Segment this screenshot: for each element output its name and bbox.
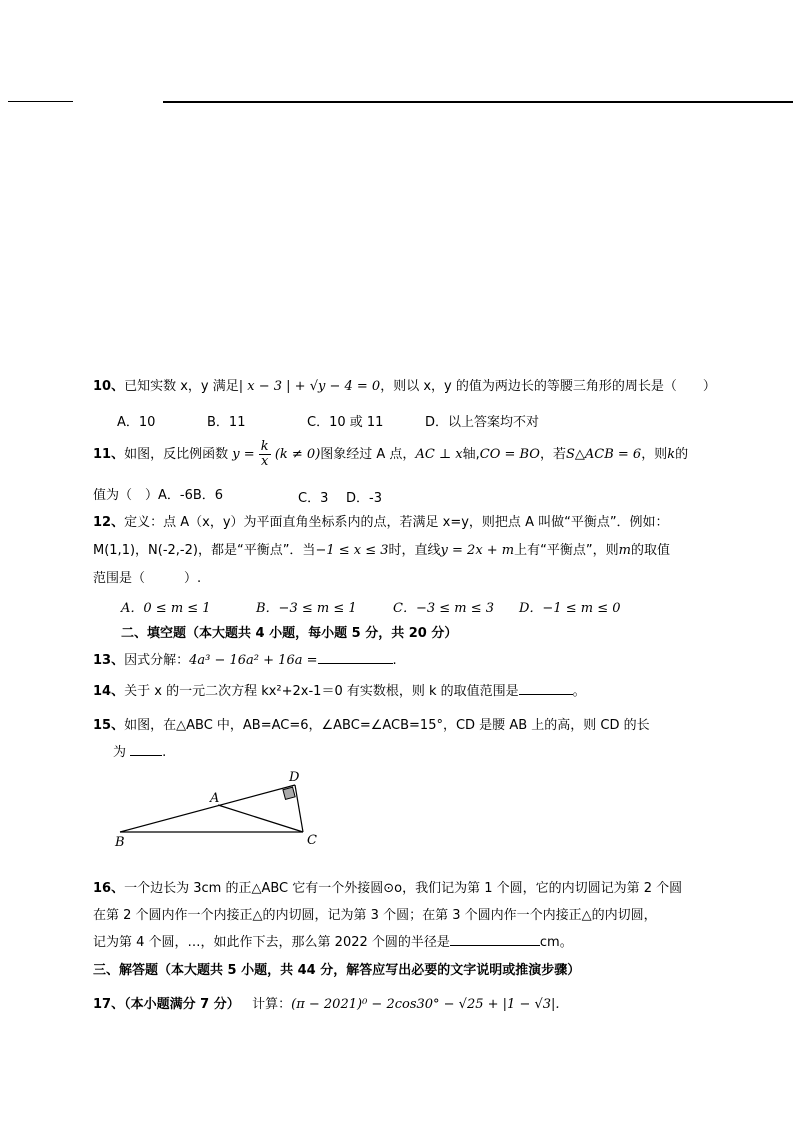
period: . [162, 745, 167, 760]
option-d: D．−1 ≤ m ≤ 0 [519, 601, 621, 616]
question-text: 的取值 [630, 543, 670, 558]
period: . [392, 653, 397, 668]
question-text: 关于 x 的一元二次方程 kx²+2x-1＝0 有实数根，则 k 的取值范围是 [124, 684, 519, 699]
question-text: 上有“平衡点”，则 [514, 543, 619, 558]
question-11-options [93, 487, 223, 505]
label-b: B [115, 835, 125, 850]
question-number: 11 [93, 447, 112, 462]
unit: cm。 [539, 935, 573, 950]
answer-blank[interactable] [450, 945, 540, 946]
score-note: （本小题满分 7 分） [124, 997, 240, 1012]
question-16-line3 [93, 934, 573, 952]
equation: | x − 3 | + √y − 4 = 0 [238, 379, 381, 394]
question-text: 如图，在△ABC 中，AB=AC=6，∠ABC=∠ACB=15°，CD 是腰 AB 上的高，则 CD 的长 [124, 718, 650, 733]
answer-blank[interactable] [130, 755, 162, 756]
option-a: A．0 ≤ m ≤ 1 [121, 601, 211, 616]
question-text: 轴, [462, 447, 480, 462]
option-b: B．−3 ≤ m ≤ 1 [256, 601, 357, 616]
option-b: B．11 [207, 415, 246, 430]
option-c: C．3 [298, 491, 329, 506]
right-angle-mark [283, 787, 295, 799]
question-text: 因式分解： [124, 653, 190, 668]
question-text: ，则以 x，y 的值为两边长的等腰三角形的周长是（ ） [380, 379, 716, 394]
option-c: C．−3 ≤ m ≤ 3 [393, 601, 495, 616]
area-expression: S△ACB = 6 [565, 447, 642, 462]
question-text: ，则 [641, 447, 668, 462]
section-heading-fill-in: 二、填空题（本大题共 4 小题，每小题 5 分，共 20 分） [121, 626, 458, 641]
equal-segments: CO = BO [479, 447, 540, 462]
number-separator: 、 [111, 881, 125, 896]
variable-k: k [667, 447, 676, 462]
segment-cd [295, 785, 303, 832]
section-heading-solve: 三、解答题（本大题共 5 小题，共 44 分，解答应写出必要的文字说明或推演步骤） [93, 963, 581, 978]
question-10 [93, 378, 716, 396]
question-number: 16 [93, 881, 112, 896]
fraction-k-over-x [259, 440, 271, 469]
polynomial: 4a³ − 16a² + 16a = [189, 653, 318, 668]
option-a: A．10 [117, 415, 156, 430]
number-separator: 、 [111, 997, 125, 1012]
question-16-line2: 在第 2 个圆内作一个内接正△的内切圆，记为第 3 个圆；在第 3 个圆内作一个内接正△的内切圆， [93, 908, 657, 923]
option-text: 值为（ ）A．-6B．6 [93, 488, 224, 503]
triangle-figure [110, 768, 330, 853]
number-separator: 、 [111, 718, 125, 733]
period: 。 [572, 684, 586, 699]
question-text: 记为第 4 个圆，…，如此作下去，那么第 2022 个圆的半径是 [93, 935, 450, 950]
question-number: 15 [93, 718, 112, 733]
question-15-line2 [113, 744, 166, 762]
question-13 [93, 652, 397, 670]
question-text: 计算： [252, 997, 292, 1012]
function-lhs: y = [232, 447, 255, 462]
option-d: D．-3 [346, 491, 382, 506]
answer-blank[interactable] [318, 663, 393, 664]
number-separator: 、 [111, 684, 125, 699]
label-c: C [307, 833, 317, 848]
fraction-numerator: k [260, 439, 269, 454]
line-equation: y = 2x + m [440, 543, 515, 558]
question-text: 定义：点 A（x，y）为平面直角坐标系内的点，若满足 x=y，则把点 A 叫做“平衡点”．例如： [124, 515, 669, 530]
number-separator: 、 [111, 447, 125, 462]
question-text: 为 [113, 745, 127, 760]
expression: (π − 2021)⁰ − 2cos30° − √25 + |1 − √3|. [291, 997, 560, 1012]
question-text: 如图，反比例函数 [124, 447, 229, 462]
number-separator: 、 [111, 515, 125, 530]
question-number: 13 [93, 653, 112, 668]
question-text: ，若 [539, 447, 566, 462]
question-16 [93, 880, 682, 898]
variable-m: m [618, 543, 631, 558]
segment-bd [120, 785, 295, 832]
question-text: 已知实数 x，y 满足 [124, 379, 239, 394]
fraction-denominator: x [261, 454, 269, 469]
label-d: D [289, 770, 300, 785]
answer-blank[interactable] [519, 694, 573, 695]
label-a: A [210, 791, 220, 806]
question-number: 12 [93, 515, 112, 530]
question-12-line3: 范围是（ ）. [93, 571, 202, 586]
question-number: 17 [93, 997, 112, 1012]
x-range: −1 ≤ x ≤ 3 [315, 543, 389, 558]
condition: (k ≠ 0) [274, 447, 321, 462]
perpendicular-relation: AC ⊥ x [415, 447, 463, 462]
segment-ac [218, 805, 303, 832]
question-17 [93, 996, 560, 1014]
question-text: 图象经过 A 点， [320, 447, 416, 462]
number-separator: 、 [111, 379, 125, 394]
question-number: 10 [93, 379, 112, 394]
question-14 [93, 683, 586, 701]
question-text: M(1,1)，N(-2,-2)，都是“平衡点”．当 [93, 543, 316, 558]
option-c: C．10 或 11 [307, 415, 384, 430]
question-12-line2 [93, 542, 670, 560]
question-text: 一个边长为 3cm 的正△ABC 它有一个外接圆⊙o，我们记为第 1 个圆，它的内切圆记为第 2 个圆 [124, 881, 683, 896]
question-number: 14 [93, 684, 112, 699]
question-12 [93, 514, 669, 532]
question-text: 时，直线 [388, 543, 441, 558]
option-d: D．以上答案均不对 [425, 415, 540, 430]
question-text: 的 [675, 447, 689, 462]
question-15 [93, 717, 650, 735]
header-rule-right [163, 101, 793, 103]
header-rule-left [8, 101, 73, 102]
number-separator: 、 [111, 653, 125, 668]
question-11 [93, 440, 688, 470]
